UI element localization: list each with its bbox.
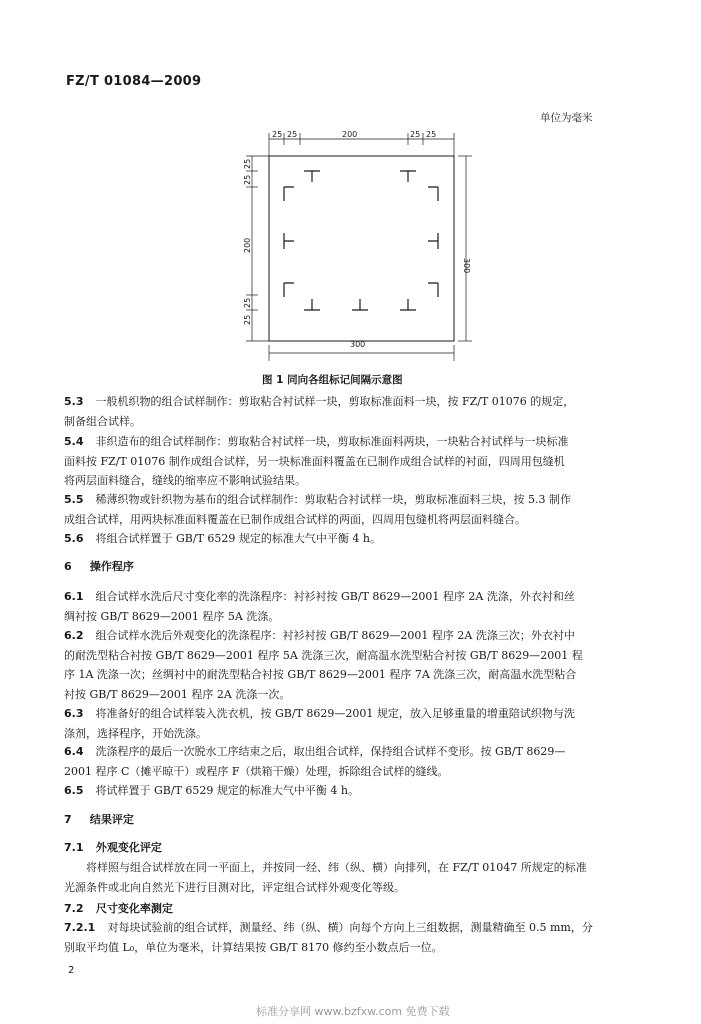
para-5-3 (64, 392, 638, 431)
section-heading-7-1 (64, 839, 162, 855)
para-number: 6.5 (64, 784, 84, 797)
heading-title: 结果评定 (89, 813, 134, 826)
heading-number: 7.1 (64, 841, 84, 854)
para-line: 组合试样水洗后尺寸变化率的洗涤程序：衬衫衬按 GB/T 8629—2001 程序 2A 洗涤，外衣衬和丝 (95, 590, 575, 603)
watermark-text: 标准分享网 www.bzfxw.com 免费下载 (256, 1005, 450, 1018)
para-5-6 (64, 529, 638, 549)
mark-mid-left (284, 233, 294, 249)
mark-top-center (304, 171, 320, 182)
para-line: 光源条件或北向自然光下进行目测对比，评定组合试样外观变化等级。 (64, 880, 405, 894)
section-heading-7-2 (64, 900, 173, 916)
para-5-4 (64, 432, 638, 491)
para-line: 衬按 GB/T 8629—2001 程序 2A 洗涤一次。 (64, 687, 291, 701)
mark-bottom-center-left (304, 299, 320, 310)
reference-marks (284, 171, 438, 310)
para-7-2-1 (64, 918, 638, 957)
section-heading-7 (64, 811, 134, 827)
mark-mid-right (428, 233, 438, 249)
mark-bottom-right (428, 283, 438, 297)
para-6-1 (64, 587, 638, 626)
dim-top-200: 200 (342, 130, 358, 139)
para-line: 别取平均值 L₀，单位为毫米，计算结果按 GB/T 8170 修约至小数点后一位。 (64, 940, 443, 954)
para-6-5 (64, 781, 638, 801)
heading-number: 6 (64, 560, 72, 573)
para-line: 稀薄织物或针织物为基布的组合试样制作：剪取粘合衬试样一块，剪取标准面料三块，按 5.3 制作 (95, 493, 571, 506)
para-line: 将试样置于 GB/T 6529 规定的标准大气中平衡 4 h。 (95, 784, 359, 797)
dim-right-300: 300 (462, 258, 471, 274)
para-7-1 (64, 858, 638, 897)
mark-bottom-center-right (400, 299, 416, 310)
para-line: 涤剂，选择程序，开始洗涤。 (64, 726, 207, 740)
para-number: 5.5 (64, 493, 84, 506)
dim-left-200: 200 (243, 237, 252, 253)
para-line: 制备组合试样。 (64, 414, 141, 428)
heading-title: 尺寸变化率测定 (95, 902, 173, 915)
para-number: 5.3 (64, 395, 84, 408)
sample-square (269, 156, 454, 341)
para-line: 组合试样水洗后外观变化的洗涤程序：衬衫衬按 GB/T 8629—2001 程序 2A 洗涤三次；外衣衬中 (95, 629, 575, 642)
para-line: 将准备好的组合试样装入洗衣机，按 GB/T 8629—2001 规定，放入足够重量的增重陪试织物与洗 (95, 707, 575, 720)
heading-title: 外观变化评定 (95, 841, 162, 854)
para-number: 5.4 (64, 435, 84, 448)
para-line: 绸衬按 GB/T 8629—2001 程序 5A 洗涤。 (64, 609, 280, 623)
mark-top-center-right (400, 171, 416, 182)
mark-top-right (428, 187, 438, 201)
para-line: 2001 程序 C（摊平晾干）或程序 F（烘箱干燥）处理，拆除组合试样的缝线。 (64, 764, 449, 778)
para-6-3 (64, 704, 638, 743)
para-line: 一般机织物的组合试样制作：剪取粘合衬试样一块，剪取标准面料一块，按 FZ/T 01076 的规定， (95, 395, 575, 408)
heading-title: 操作程序 (89, 560, 134, 573)
para-line: 将两层面料缝合，缝线的缩率应不影响试验结果。 (64, 474, 306, 487)
para-5-5 (64, 490, 638, 529)
section-heading-6 (64, 558, 134, 574)
dim-left-25b: 25 (243, 174, 252, 185)
para-line: 成组合试样，用两块标准面料覆盖在已制作成组合试样的两面，四周用包缝机将两层面料缝合。 (64, 512, 526, 526)
heading-number: 7 (64, 813, 72, 826)
heading-number: 7.2 (64, 902, 84, 915)
dim-bottom-300: 300 (350, 340, 366, 349)
para-number: 6.4 (64, 745, 84, 758)
figure-caption: 图 1 同向各组标记间隔示意图 (262, 374, 403, 386)
para-line: 面料按 FZ/T 01076 制作成组合试样，另一块标准面料覆盖在已制作成组合试样的衬面，四周用包缝机 (64, 454, 565, 468)
dim-top-25b: 25 (287, 130, 298, 139)
para-line: 的耐洗型粘合衬按 GB/T 8629—2001 程序 5A 洗涤三次，耐高温水洗型粘合衬按 GB/T 8629—2001 程 (64, 648, 583, 662)
page-number: 2 (68, 965, 75, 976)
para-number: 6.1 (64, 590, 84, 603)
dim-top-25c: 25 (410, 130, 421, 139)
mark-bottom-left (284, 283, 294, 297)
figure-1-diagram (232, 125, 472, 365)
standard-code: FZ/T 01084—2009 (66, 74, 202, 89)
para-6-4 (64, 742, 638, 781)
para-number: 6.3 (64, 707, 84, 720)
dim-top-25d: 25 (426, 130, 437, 139)
para-number: 6.2 (64, 629, 84, 642)
dim-left-25d: 25 (243, 314, 252, 325)
dim-left-25a: 25 (243, 158, 252, 169)
mark-top-left (284, 187, 294, 201)
para-line: 洗涤程序的最后一次脱水工序结束之后，取出组合试样，保持组合试样不变形。按 GB/T 8629— (95, 745, 566, 758)
para-line: 对每块试验前的组合试样，测量经、纬（纵、横）向每个方向上三组数据，测量精确至 0.5 mm，分 (107, 921, 593, 934)
para-number: 7.2.1 (64, 921, 96, 934)
unit-note: 单位为毫米 (540, 112, 593, 124)
mark-bottom-mid (352, 299, 368, 310)
dim-top-25a: 25 (272, 130, 283, 139)
para-line: 非织造布的组合试样制作：剪取粘合衬试样一块，剪取标准面料两块，一块粘合衬试样与一块标准 (95, 435, 569, 448)
para-number: 5.6 (64, 532, 84, 545)
para-line: 序 1A 洗涤一次；丝绸衬中的耐洗型粘合衬按 GB/T 8629—2001 程序 7A 洗涤三次，耐高温水洗型粘合 (64, 668, 577, 681)
para-line: 将组合试样置于 GB/T 6529 规定的标准大气中平衡 4 h。 (95, 532, 381, 545)
dim-left-25c: 25 (243, 297, 252, 308)
para-6-2 (64, 626, 638, 704)
para-line: 将样照与组合试样放在同一平面上，并按同一经、纬（纵、横）向排列，在 FZ/T 01047 所规定的标准 (86, 861, 587, 874)
right-dimension (458, 156, 472, 341)
